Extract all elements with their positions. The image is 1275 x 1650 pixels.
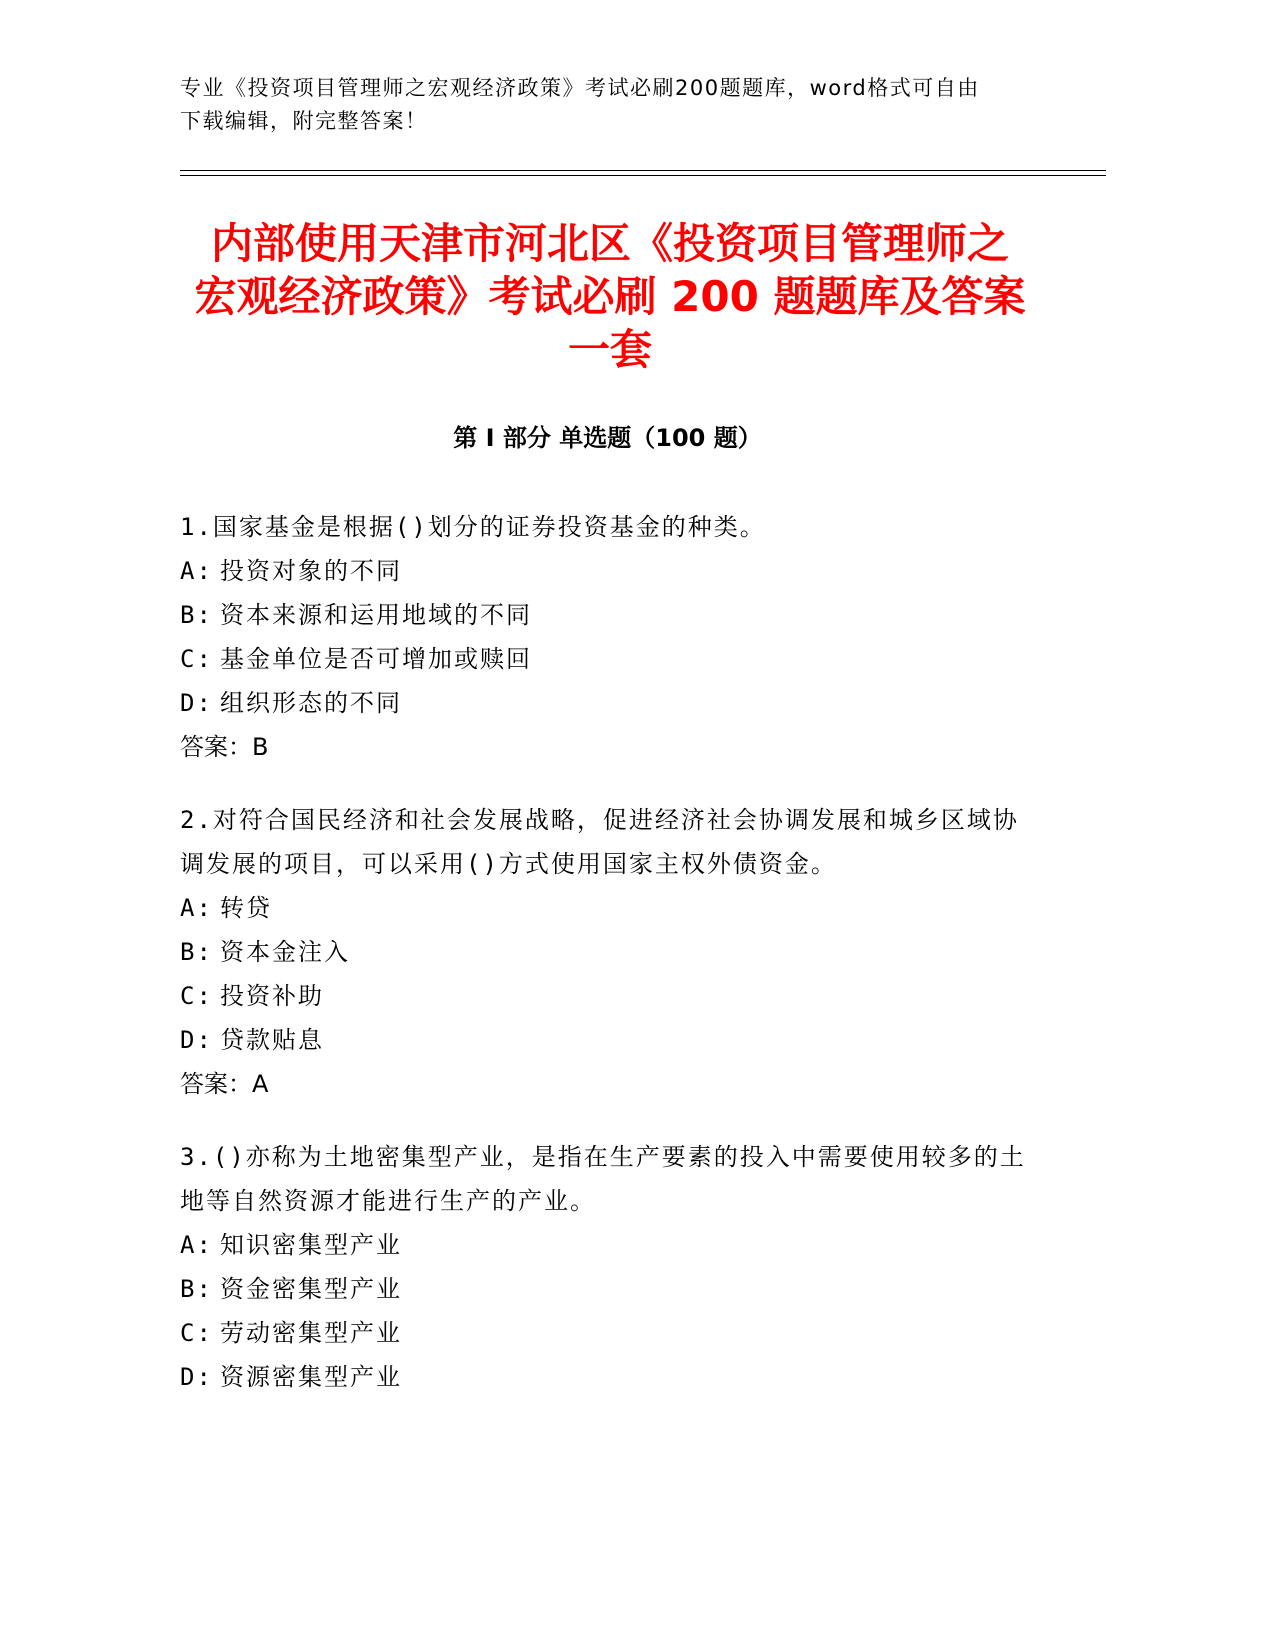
question-2	[180, 798, 1040, 1106]
option-label: D:	[180, 1026, 213, 1054]
option-text: 资本金注入	[220, 938, 350, 966]
answer-line: 答案：A	[180, 1070, 269, 1098]
answer-line: 答案：B	[180, 733, 269, 761]
page-header	[180, 72, 1040, 138]
option-d	[180, 681, 1040, 725]
header-divider-top	[180, 170, 1106, 171]
option-text: 知识密集型产业	[220, 1231, 402, 1259]
option-a	[180, 886, 1040, 930]
option-label: D:	[180, 689, 213, 717]
option-c	[180, 974, 1040, 1018]
option-label: C:	[180, 982, 213, 1010]
option-text: 转贷	[220, 894, 272, 922]
option-a	[180, 549, 1040, 593]
option-label: A:	[180, 894, 213, 922]
header-divider-bottom	[180, 175, 1106, 176]
option-label: C:	[180, 645, 213, 673]
option-c	[180, 1311, 1040, 1355]
option-a	[180, 1223, 1040, 1267]
option-label: B:	[180, 938, 213, 966]
question-stem: 2.对符合国民经济和社会发展战略，促进经济社会协调发展和城乡区域协调发展的项目，可以采用()方式使用国家主权外债资金。	[180, 806, 1019, 878]
question-list	[180, 505, 1040, 1428]
option-label: C:	[180, 1319, 213, 1347]
question-1	[180, 505, 1040, 769]
option-d	[180, 1355, 1040, 1399]
title-line-1: 内部使用天津市河北区《投资项目管理师之	[210, 219, 1009, 268]
question-stem: 1.国家基金是根据()划分的证券投资基金的种类。	[180, 513, 766, 541]
option-text: 投资对象的不同	[220, 557, 402, 585]
option-label: A:	[180, 1231, 213, 1259]
option-text: 基金单位是否可增加或赎回	[220, 645, 532, 673]
option-text: 资金密集型产业	[220, 1275, 402, 1303]
section-heading: 第 I 部分 单选题（100 题）	[453, 424, 762, 452]
option-text: 投资补助	[220, 982, 324, 1010]
document-title	[180, 217, 1040, 376]
question-stem: 3.()亦称为土地密集型产业，是指在生产要素的投入中需要使用较多的土地等自然资源才能进行生产的产业。	[180, 1143, 1026, 1215]
header-line-1: 专业《投资项目管理师之宏观经济政策》考试必刷200题题库，word格式可自由	[180, 76, 980, 100]
option-text: 资源密集型产业	[220, 1363, 402, 1391]
option-b	[180, 930, 1040, 974]
option-b	[180, 1267, 1040, 1311]
option-b	[180, 593, 1040, 637]
option-text: 资本来源和运用地域的不同	[220, 601, 532, 629]
option-text: 贷款贴息	[220, 1026, 324, 1054]
title-line-3: 一套	[567, 325, 652, 374]
option-label: A:	[180, 557, 213, 585]
option-text: 劳动密集型产业	[220, 1319, 402, 1347]
option-d	[180, 1018, 1040, 1062]
option-text: 组织形态的不同	[220, 689, 402, 717]
question-3	[180, 1135, 1040, 1399]
option-label: B:	[180, 601, 213, 629]
title-line-2: 宏观经济政策》考试必刷 200 题题库及答案	[194, 272, 1026, 321]
header-line-2: 下载编辑，附完整答案！	[180, 109, 428, 133]
option-label: B:	[180, 1275, 213, 1303]
option-c	[180, 637, 1040, 681]
option-label: D:	[180, 1363, 213, 1391]
